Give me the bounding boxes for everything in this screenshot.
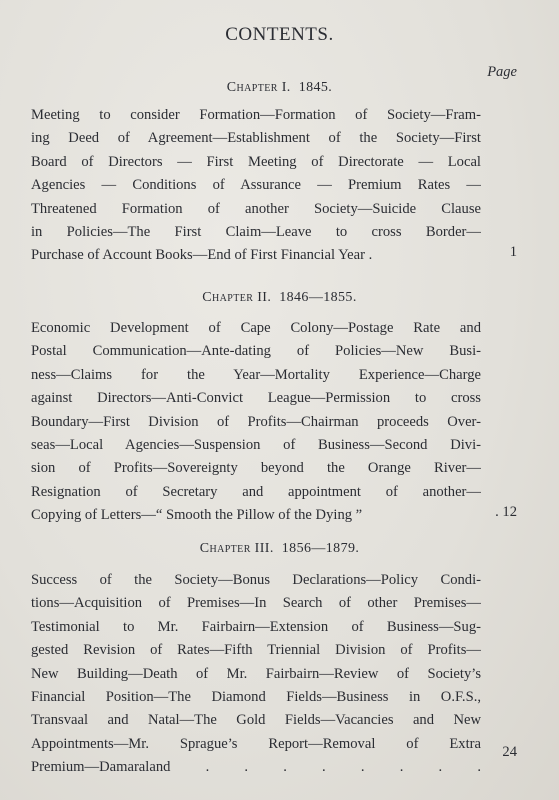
chapter-2-page-number: . 12 — [495, 504, 517, 520]
summary-line: New Building—Death of Mr. Fairbairn—Review of Society’s — [31, 665, 481, 682]
summary-line: against Directors—Anti-Convict League—Permission to cross — [31, 390, 481, 407]
chapter-2-heading — [0, 290, 559, 306]
chapter-1-page-number: 1 — [509, 244, 517, 260]
summary-line: in Policies—The First Claim—Leave to cross Border— — [31, 224, 481, 241]
chapter-2-label: Chapter II. — [202, 290, 272, 305]
summary-line: Boundary—First Division of Profits—Chairman proceeds Over- — [31, 413, 481, 430]
chapter-3-label: Chapter III. — [199, 541, 274, 556]
summary-line: Meeting to consider Formation—Formation of Society—Fram- — [31, 107, 481, 123]
chapter-2-years: 1846—1855. — [279, 290, 357, 305]
chapter-2-summary — [31, 317, 481, 528]
summary-line: Financial Position—The Diamond Fields—Business in O.F.S., — [31, 689, 481, 706]
chapter-3-years: 1856—1879. — [281, 541, 360, 556]
summary-line: Testimonial to Mr. Fairbairn—Extension of Business—Sug- — [31, 618, 481, 635]
summary-line: Agencies — Conditions of Assurance — Premium Rates — — [31, 177, 481, 194]
summary-line: Economic Development of Cape Colony—Postage Rate and — [31, 320, 481, 336]
summary-line: Postal Communication—Ante-dating of Policies—New Busi- — [31, 343, 481, 360]
summary-line: ness—Claims for the Year—Mortality Experience—Charge — [31, 366, 481, 383]
summary-line: Copying of Letters—“ Smooth the Pillow of the Dying ” — [31, 507, 363, 524]
summary-line: ing Deed of Agreement—Establishment of the Society—First — [31, 130, 481, 147]
chapter-1-label: Chapter I. — [226, 80, 291, 95]
chapter-3-heading — [0, 541, 559, 557]
summary-line: seas—Local Agencies—Suspension of Business—Second Divi- — [31, 437, 481, 454]
chapter-1-summary — [31, 104, 481, 268]
summary-line: gested Revision of Rates—Fifth Triennial Division of Profits— — [31, 642, 481, 659]
page-title: CONTENTS. — [225, 24, 334, 45]
summary-line: Threatened Formation of another Society—Suicide Clause — [31, 200, 481, 217]
summary-line: Appointments—Mr. Sprague’s Report—Removal of Extra — [31, 735, 481, 752]
chapter-3-page-number: 24 — [502, 744, 517, 760]
summary-line: sion of Profits—Sovereignty beyond the Orange River— — [31, 460, 481, 477]
chapter-1-years: 1845. — [298, 80, 333, 95]
summary-line: Success of the Society—Bonus Declarations—Policy Condi- — [31, 572, 481, 588]
summary-line: Transvaal and Natal—The Gold Fields—Vacancies and New — [31, 712, 481, 729]
summary-line: Purchase of Account Books—End of First Financial Year . — [31, 247, 373, 264]
page-column-label: Page — [487, 64, 517, 80]
chapter-1-heading — [0, 80, 559, 96]
summary-line: Premium—Damaraland . . . . . . . . — [31, 759, 481, 776]
summary-line: Resignation of Secretary and appointment of another— — [31, 483, 481, 500]
summary-line: tions—Acquisition of Premises—In Search of other Premises— — [31, 595, 481, 612]
chapter-3-summary — [31, 569, 481, 780]
summary-line: Board of Directors — First Meeting of Directorate — Local — [31, 153, 481, 170]
